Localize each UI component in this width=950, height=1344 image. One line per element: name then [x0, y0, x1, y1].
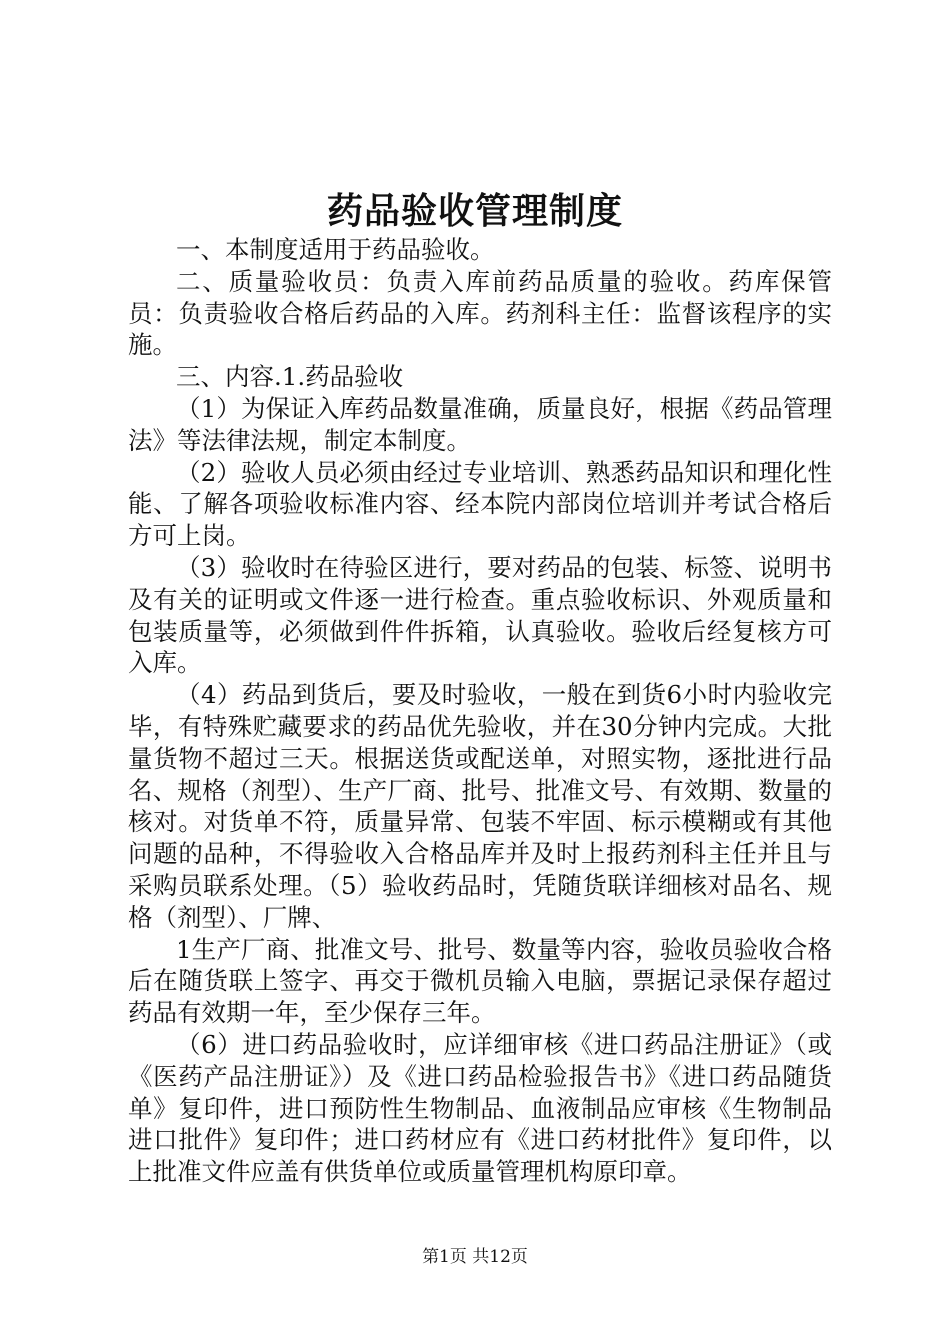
paragraph-item-6: （6）进口药品验收时，应详细审核《进口药品注册证》（或《医药产品注册证》）及《进口药品检验报告书》《进口药品随货单》复印件，进口预防性生物制品、血液制品应审核《生物制品进口批件》复印件；进口药材应有《进口药材批件》复印件，以上批准文件应盖有供货单位或质量管理机构原印章。	[128, 1029, 832, 1187]
paragraph-item-1: （1）为保证入库药品数量准确，质量良好，根据《药品管理法》等法律法规，制定本制度。	[128, 393, 832, 455]
paragraph-scope: 一、本制度适用于药品验收。	[176, 235, 495, 264]
document-body	[128, 234, 832, 1188]
paragraph-content-heading: 三、内容.1.药品验收	[176, 362, 404, 392]
paragraph-item-3: （3）验收时在待验区进行，要对药品的包装、标签、说明书及有关的证明或文件逐一进行检查。重点验收标识、外观质量和包装质量等，必须做到件件拆箱，认真验收。验收后经复核方可入库。	[128, 552, 832, 678]
paragraph-item-5-continued: 1生产厂商、批准文号、批号、数量等内容，验收员验收合格后在随货联上签字、再交于微机员输入电脑，票据记录保存超过药品有效期一年，至少保存三年。	[128, 934, 832, 1028]
document-title: 药品验收管理制度	[326, 190, 623, 232]
page-number-footer: 第1页 共12页	[422, 1247, 528, 1267]
paragraph-item-2: （2）验收人员必须由经过专业培训、熟悉药品知识和理化性能、了解各项验收标准内容、经本院内部岗位培训并考试合格后方可上岗。	[128, 457, 832, 551]
paragraph-roles: 二、质量验收员：负责入库前药品质量的验收。药库保管员：负责验收合格后药品的入库。药剂科主任：监督该程序的实施。	[128, 266, 832, 360]
paragraph-item-4: （4）药品到货后，要及时验收，一般在到货6小时内验收完毕，有特殊贮藏要求的药品优先验收，并在30分钟内完成。大批量货物不超过三天。根据送货或配送单，对照实物，逐批进行品名、规格（剂型）、生产厂商、批号、批准文号、有效期、数量的核对。对货单不符，质量异常、包装不牢固、标示模糊或有其他问题的品种，不得验收入合格品库并及时上报药剂科主任并且与采购员联系处理。（5）验收药品时，凭随货联详细核对品名、规格（剂型）、厂牌、	[128, 680, 832, 932]
